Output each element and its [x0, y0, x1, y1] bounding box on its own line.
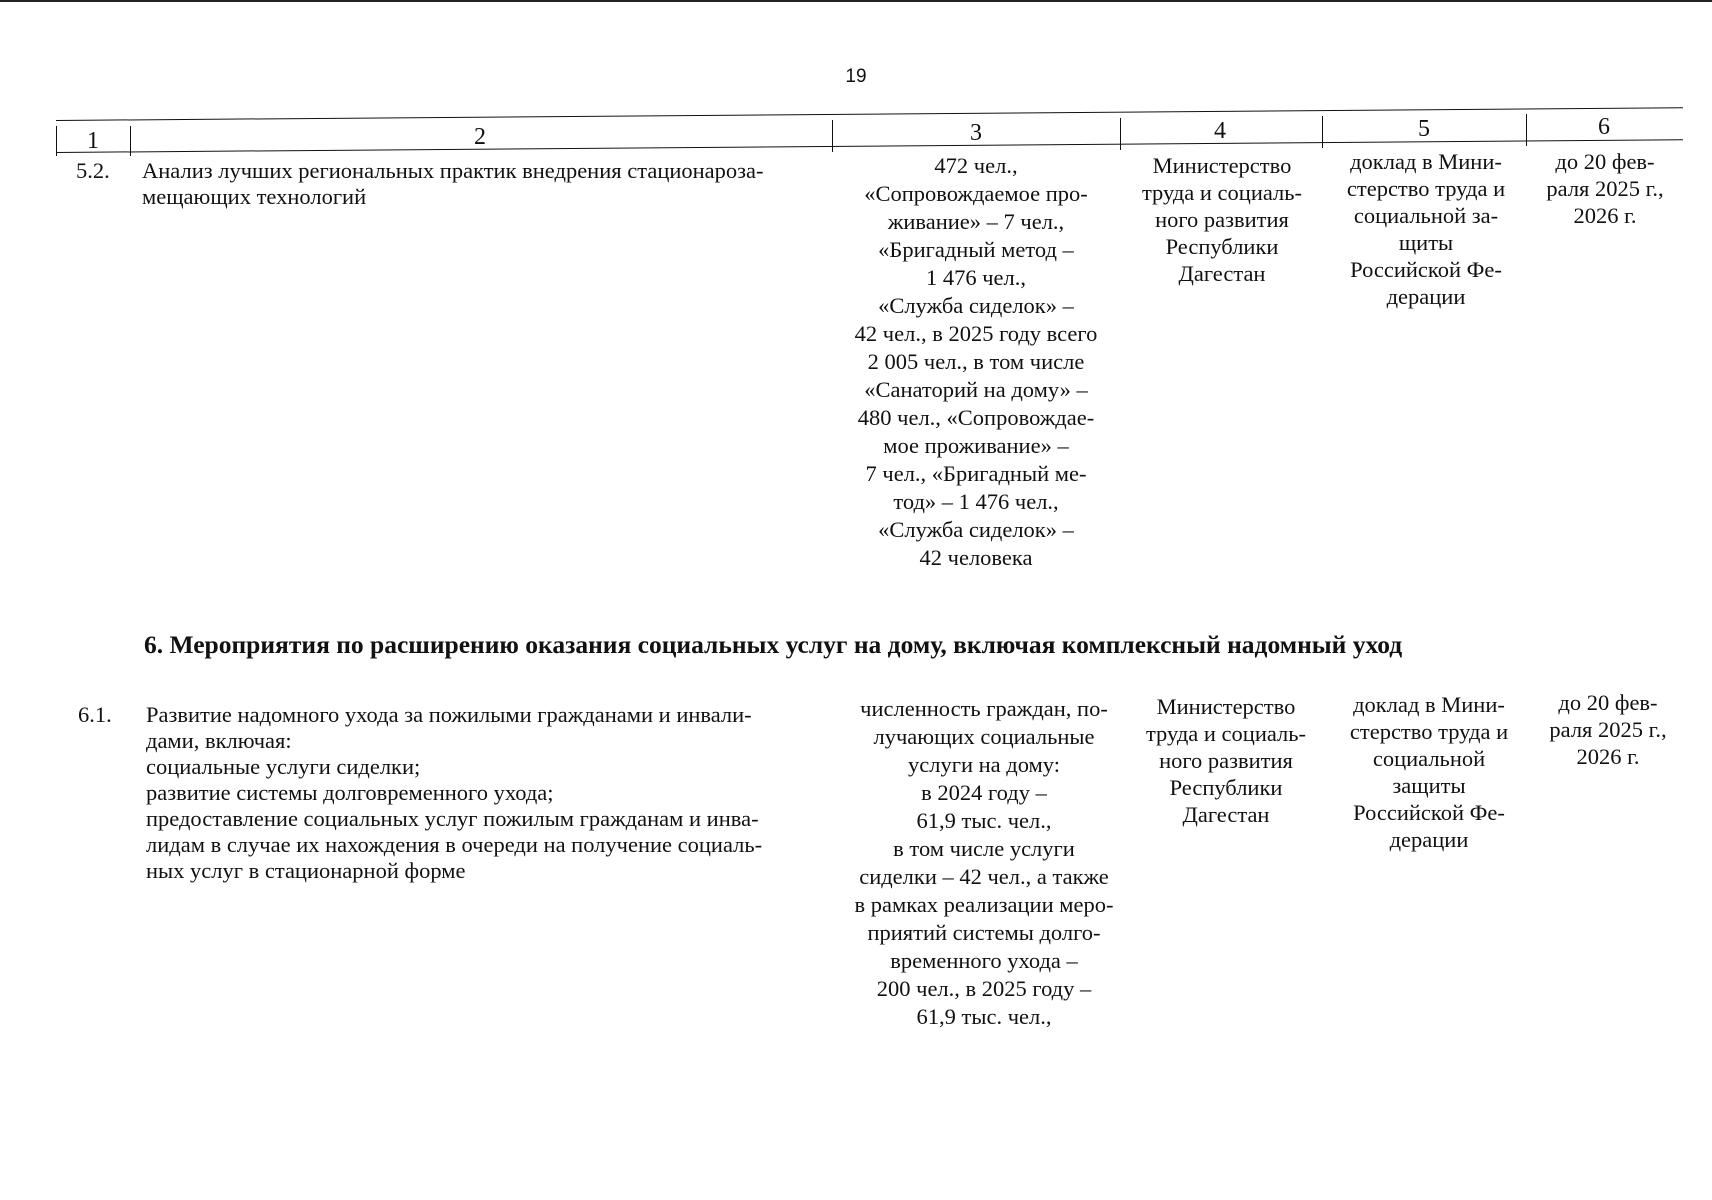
row-indicator: численность граждан, по- лучающих социальные услуги на дому: в 2024 году – 61,9 тыс. чел., в том числе услуги сиделки – 42 чел., а также в рамках реализации меро- приятий системы долго- временного ухода – 200 чел., в 2025 году – 61,9 тыс. чел.,: [854, 696, 1114, 1029]
column-header-1: 1: [87, 128, 99, 154]
table-column-divider: [130, 126, 131, 156]
row-report: доклад в Мини- стерство труда и социальной защиты Российской Фе- дерации: [1349, 692, 1509, 852]
table-header: [0, 0, 1712, 160]
page-number: 19: [845, 66, 867, 87]
row-deadline: до 20 фев- раля 2025 г., 2026 г.: [1549, 690, 1667, 769]
table-column-divider: [1120, 118, 1121, 150]
row-description: Анализ лучших региональных практик внедрения стационароза- мещающих технологий: [142, 158, 764, 209]
table-column-divider: [832, 120, 833, 152]
column-header-6: 6: [1598, 114, 1610, 140]
row-report: доклад в Мини- стерство труда и социальной за- щиты Российской Фе- дерации: [1346, 149, 1506, 309]
section-heading: 6. Мероприятия по расширению оказания социальных услуг на дому, включая комплексный надомный уход: [144, 630, 1403, 659]
row-deadline: до 20 фев- раля 2025 г., 2026 г.: [1546, 149, 1664, 228]
row-number: 5.2.: [76, 158, 110, 183]
column-header-2: 2: [474, 124, 486, 150]
row-executor: Министерство труда и социаль- ного развития Республики Дагестан: [1145, 694, 1307, 827]
table-column-divider: [1526, 114, 1527, 146]
column-header-5: 5: [1418, 116, 1430, 142]
table-column-divider: [1322, 116, 1323, 148]
row-description: Развитие надомного ухода за пожилыми гражданами и инвали- дами, включая: социальные услуги сиделки; развитие системы долговременного ухода; предоставление социальных услуг пожилым гражданам и инва- лидам в случае их нахождения в очереди на получение социаль- ных услуг в стационарной форме: [146, 702, 763, 883]
row-indicator: 472 чел., «Сопровождаемое про- живание» – 7 чел., «Бригадный метод – 1 476 чел., «Служба сиделок» – 42 чел., в 2025 году всего 2 005 чел., в том числе «Санаторий на дому» – 480 чел., «Сопровождае- мое проживание» – 7 чел., «Бригадный ме- тод» – 1 476 чел., «Служба сиделок» – 42 человека: [854, 153, 1098, 570]
column-header-3: 3: [970, 120, 982, 146]
column-header-4: 4: [1214, 118, 1226, 144]
row-number: 6.1.: [78, 702, 112, 727]
table-column-divider: [56, 126, 57, 156]
row-executor: Министерство труда и социаль- ного развития Республики Дагестан: [1141, 153, 1303, 286]
